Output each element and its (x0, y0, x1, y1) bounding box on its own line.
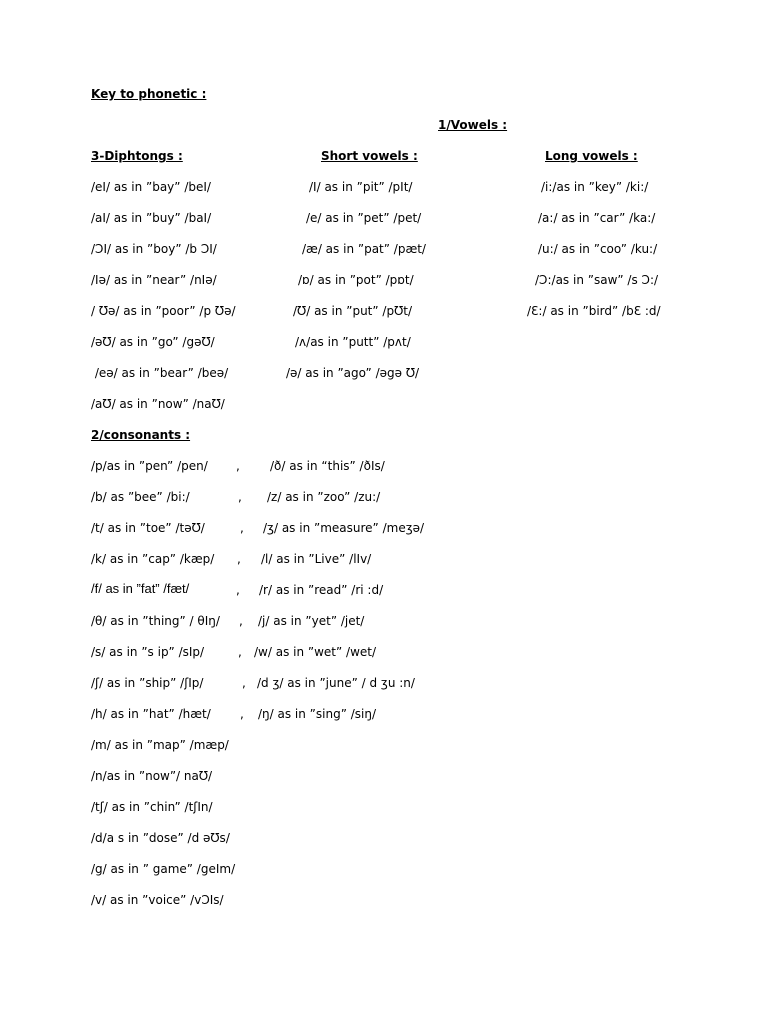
consonant-item: /f/ as in ”fat” /fæt/ (91, 581, 190, 596)
long-vowel-item: /Ɛ:/ as in ”bird” /bƐ :d/ (527, 304, 661, 318)
consonant-item: /w/ as in ”wet” /wet/ (254, 645, 377, 659)
short-vowel-item: /ʌ/as in ”putt” /pʌt/ (295, 335, 411, 349)
consonant-item: /j/ as in ”yet” /jet/ (258, 614, 365, 628)
consonant-item: /ð/ as in “this” /ðIs/ (270, 459, 385, 473)
short-vowel-item: /ə/ as in ”ago” /əgə Ʊ/ (286, 366, 420, 380)
vowels-heading: 1/Vowels : (438, 118, 508, 132)
diphthong-item: /eə/ as in ”bear” /beə/ (91, 366, 229, 380)
separator-comma: , (238, 645, 242, 659)
diphthongs-heading: 3-Diphtongs : (91, 149, 183, 163)
consonant-item: /n/as in ”now”/ naƱ/ (91, 769, 213, 783)
long-vowel-item: /i:/as in ”key” /ki:/ (541, 180, 649, 194)
consonant-item: /s/ as in ”s ip” /sIp/ (91, 645, 205, 659)
short-vowel-item: /Ʊ/ as in ”put” /pƱt/ (293, 304, 412, 318)
diphthong-item: /aƱ/ as in ”now” /naƱ/ (91, 397, 225, 411)
consonant-item: /z/ as in ”zoo” /zu:/ (267, 490, 381, 504)
consonant-item: /k/ as in ”cap” /kæp/ (91, 552, 215, 566)
consonant-item: /g/ as in ” game” /geIm/ (91, 862, 236, 876)
consonant-item: /ŋ/ as in ”sing” /siŋ/ (258, 707, 377, 721)
page-title: Key to phonetic : (91, 87, 207, 101)
consonant-item: /ʒ/ as in ”measure” /meʒə/ (263, 521, 425, 535)
separator-comma: , (239, 614, 243, 628)
short-vowel-item: /ɒ/ as in ”pot” /pɒt/ (298, 273, 414, 287)
consonant-item: /t/ as in ”toe” /təƱ/ (91, 521, 205, 535)
consonant-item: /l/ as in ”Live” /lIv/ (261, 552, 372, 566)
short-vowel-item: /e/ as in ”pet” /pet/ (306, 211, 422, 225)
separator-comma: , (237, 552, 241, 566)
separator-comma: , (236, 583, 240, 597)
long-vowel-item: /Ɔ:/as in ”saw” /s Ɔ:/ (535, 273, 659, 287)
diphthong-item: /aI/ as in ”buy” /baI/ (91, 211, 212, 225)
long-vowels-heading: Long vowels : (545, 149, 638, 163)
separator-comma: , (240, 521, 244, 535)
diphthong-item: /eI/ as in ”bay” /beI/ (91, 180, 211, 194)
consonant-item: /h/ as in ”hat” /hæt/ (91, 707, 211, 721)
consonant-item: /d ʒ/ as in ”june” / d ʒu :n/ (257, 676, 415, 690)
consonant-item: /ʃ/ as in ”ship” /ʃIp/ (91, 676, 204, 690)
consonant-item: /m/ as in ”map” /mæp/ (91, 738, 229, 752)
consonant-item: /p/as in ”pen” /pen/ (91, 459, 208, 473)
diphthong-item: /əƱ/ as in ”go” /gəƱ/ (91, 335, 215, 349)
short-vowels-heading: Short vowels : (321, 149, 418, 163)
long-vowel-item: /u:/ as in ”coo” /ku:/ (538, 242, 658, 256)
short-vowel-item: /I/ as in ”pit” /pIt/ (309, 180, 413, 194)
consonants-heading: 2/consonants : (91, 428, 191, 442)
separator-comma: , (236, 459, 240, 473)
consonant-item: /tʃ/ as in ”chin” /tʃIn/ (91, 800, 213, 814)
diphthong-item: /Iə/ as in ”near” /nIə/ (91, 273, 217, 287)
separator-comma: , (242, 676, 246, 690)
consonant-item: /b/ as ”bee” /bi:/ (91, 490, 190, 504)
consonant-item: /r/ as in ”read” /ri :d/ (259, 583, 384, 597)
diphthong-item: /ƆI/ as in ”boy” /b ƆI/ (91, 242, 217, 256)
consonant-item: /d/a s in ”dose” /d əƱs/ (91, 831, 230, 845)
diphthong-item: / Ʊə/ as in ”poor” /p Ʊə/ (91, 304, 236, 318)
separator-comma: , (238, 490, 242, 504)
consonant-item: /θ/ as in ”thing” / θIŋ/ (91, 614, 220, 628)
separator-comma: , (240, 707, 244, 721)
consonant-item: /v/ as in ”voice” /vƆIs/ (91, 893, 224, 907)
long-vowel-item: /a:/ as in ”car” /ka:/ (538, 211, 656, 225)
short-vowel-item: /æ/ as in ”pat” /pæt/ (302, 242, 426, 256)
